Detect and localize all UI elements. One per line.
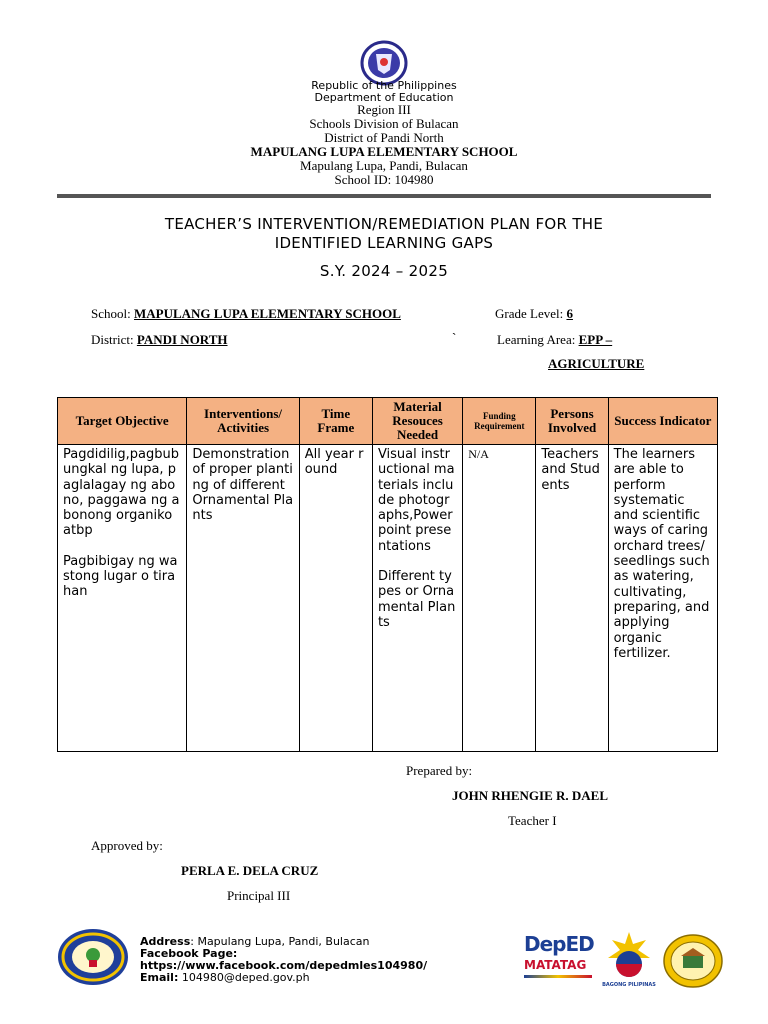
title-line1: TEACHER’S INTERVENTION/REMEDIATION PLAN FOR THE <box>164 215 604 233</box>
deped-matatag-logo <box>524 932 592 988</box>
prepared-title: Teacher I <box>508 813 557 828</box>
header-department: Department of Education <box>314 91 454 104</box>
cell-time-frame: All year round <box>299 445 372 752</box>
school-label: School: <box>91 306 131 321</box>
district-value: PANDI NORTH <box>136 332 228 347</box>
school-seal <box>56 927 130 987</box>
cell-persons: Teachers and Students <box>536 445 608 752</box>
matatag-text: MATATAG <box>524 958 587 972</box>
header-persons: Persons Involved <box>536 398 608 445</box>
stray-tick: ` <box>452 330 457 345</box>
district-seal <box>663 934 723 988</box>
header-interventions: Interventions/ Activities <box>187 398 299 445</box>
deped-logo-text: DepED <box>524 932 594 956</box>
header-school-name: MAPULANG LUPA ELEMENTARY SCHOOL <box>250 144 518 159</box>
header-target-objective: Target Objective <box>58 398 187 445</box>
table-row <box>58 445 718 752</box>
bagong-pilipinas-logo <box>600 930 658 988</box>
header-success: Success Indicator <box>608 398 717 445</box>
materials-a: Visual instructional materials include photographs,Powerpoint presentations <box>377 447 455 554</box>
plan-table <box>57 397 718 752</box>
area-value-continued: AGRICULTURE <box>548 356 645 371</box>
cell-interventions: Demonstration of proper planting of different Ornamental Plants <box>187 445 299 752</box>
email-value[interactable]: 104980@deped.gov.ph <box>181 971 310 984</box>
header-region: Region III <box>357 102 411 117</box>
header-division: Schools Division of Bulacan <box>309 116 459 131</box>
bagong-pilipinas-text: BAGONG PILIPINAS <box>602 982 656 988</box>
header-district: District of Pandi North <box>324 130 444 145</box>
header-school-id: School ID: 104980 <box>334 172 434 187</box>
header-materials: Material Resouces Needed <box>372 398 462 445</box>
area-value: EPP – <box>578 332 613 347</box>
address-value: : Mapulang Lupa, Pandi, Bulacan <box>190 935 370 948</box>
objective-a: Pagdidilig,pagbubungkal ng lupa, paglalagay ng abono, paggawa ng abonong organiko atbp <box>63 447 180 539</box>
facebook-label: Facebook Page: <box>140 947 238 960</box>
grade-value: 6 <box>566 306 573 321</box>
header-rule <box>57 194 711 198</box>
grade-label: Grade Level: <box>495 306 564 321</box>
header-address: Mapulang Lupa, Pandi, Bulacan <box>300 158 468 173</box>
cell-success: The learners are able to perform systematic and scientific ways of caring orchard trees/ seedlings such as watering, cultivating, preparing, and applying organic fertilizer. <box>608 445 717 752</box>
school-year: S.Y. 2024 – 2025 <box>319 262 449 280</box>
facebook-link[interactable]: https://www.facebook.com/depedmles104980/ <box>140 959 428 972</box>
prepared-label: Prepared by: <box>406 763 473 778</box>
header-funding: Funding Requirement <box>463 398 536 445</box>
cell-objective <box>58 445 187 752</box>
address-label: Address <box>140 935 191 948</box>
matatag-bar <box>524 975 592 978</box>
cell-funding: N/A <box>463 445 536 752</box>
materials-b: Different types or Ornamental Plants <box>377 569 456 630</box>
objective-b: Pagbibigay ng wastong lugar o tirahan <box>63 553 178 600</box>
email-label: Email: <box>140 971 179 984</box>
cell-materials <box>372 445 462 752</box>
school-value: MAPULANG LUPA ELEMENTARY SCHOOL <box>133 306 401 321</box>
header-republic: Republic of the Philippines <box>311 79 457 92</box>
approved-name: PERLA E. DELA CRUZ <box>181 863 319 878</box>
title-line2: IDENTIFIED LEARNING GAPS <box>274 234 494 252</box>
prepared-name: JOHN RHENGIE R. DAEL <box>452 788 609 803</box>
approved-label: Approved by: <box>91 838 163 853</box>
table-header-row <box>58 398 718 445</box>
approved-title: Principal III <box>227 888 291 903</box>
header-time-frame: Time Frame <box>299 398 372 445</box>
area-label: Learning Area: <box>497 332 576 347</box>
district-label: District: <box>91 332 134 347</box>
